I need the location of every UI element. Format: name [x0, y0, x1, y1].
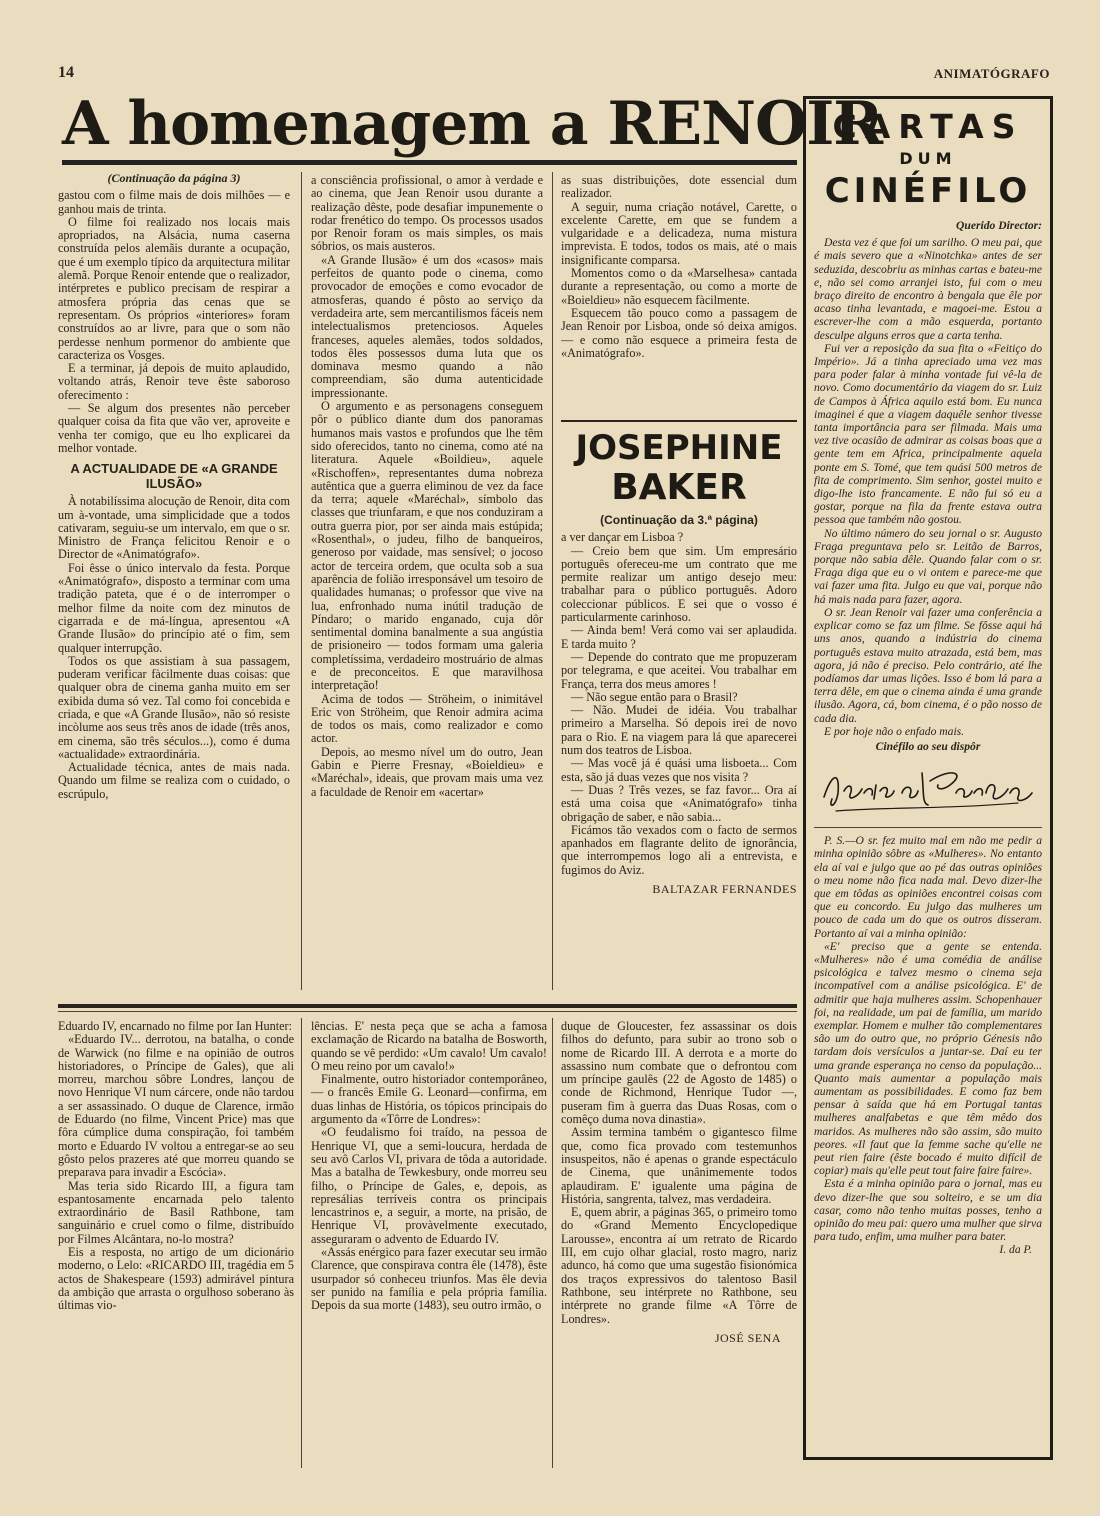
josephine-top-rule	[561, 420, 797, 422]
ricardo-column-3	[561, 1020, 797, 1468]
paragraph: O sr. Jean Renoir vai fazer uma conferência a explicar como se faz um filme. Se fôsse aqui há uns anos, quando a indústria do cinema português estava muito atrazada, está bem, mas agora, já não é preciso. Pelo contrário, até lhe podíamos dar umas lições. Isso é bom lá para a terra dêle, em que o cinema ainda é uma grande ilusão. Agora, cá, bom cinema, é o pão nosso de cada dia.	[814, 605, 1042, 725]
paragraph: O argumento e as personagens conseguem pôr o público diante dum dos panoramas humanos mais vastos e profundos que lhe têm sido oferecidos, tanto no cinema, como até na literatura. Aquele «Boildieu», aquele «Rischoffen», representantes duma nobreza autêntica que a guerra eliminou de vez da face da terra; aquele «Maréchal», símbolo das classes que triunfaram, e que nos conduziram a outra guerra pior, por ser ainda mais estúpida; «Rosenthal», o judeu, filho de banqueiros, generoso por vaidade, mas sensível; o jocoso actor de terceira ordem, que oculta sob a sua aparência de folião irresponsável um tesoiro de qualidades humanas; o professor que vive na lua, enfronhado numa inútil tradução de Píndaro; o marido enganado, cuja dôr sentimental domina banalmente a sua angústia de prisioneiro — todos formam uma galeria completíssima, verdadeiro mostruário de almas e de preconceitos. E que maravilhosa interpretação!	[311, 399, 543, 693]
paragraph: Ficámos tão vexados com o facto de sermos apanhados em flagrante delito de ignorância, que interrompemos logo ali a entrevista, e fugimos do Aviz.	[561, 822, 797, 877]
paragraph: — Depende do contrato que me propuzeram por telegrama, e que aceitei. Vou trabalhar em França, terra dos meus amores !	[561, 649, 797, 691]
cartas-closing: Cinéfilo ao seu dispôr	[875, 739, 981, 753]
paragraph: No último número do seu jornal o sr. Augusto Fraga preguntava pelo sr. Leitão de Barros, porque não sabia dêle. Quando falar com o sr. Fraga diga que eu o vi ontem e parece-me que vai fazer uma fita. Julgo eu que vai, porque não há mais nada para fazer, agora.	[814, 526, 1042, 606]
paragraph: lências. E' nesta peça que se acha a famosa exclamação de Ricardo na batalha de Bosworth, quando se vê perdido: «Um cavalo! Um cavalo! O meu reino por um cavalo!»	[311, 1020, 547, 1073]
cartas-title-line-1: CARTAS	[832, 107, 1024, 146]
josephine-continuation: (Continuação da 3.ª página)	[600, 513, 758, 527]
josephine-signature: BALTAZAR FERNANDES	[652, 882, 797, 897]
paragraph: — Mas você já é quási uma lisboeta... Com esta, são já duas vezes que nos visita ?	[561, 756, 797, 784]
paragraph: Acima de todos — Ströheim, o inimitável Eric von Ströheim, que Renoir admira acima de todos os mais, como realizador e como actor.	[311, 691, 543, 746]
section-rule-thin	[58, 1011, 797, 1012]
magazine-name: ANIMATÓGRAFO	[933, 66, 1050, 81]
paragraph: P. S.—O sr. fez muito mal em não me pedir a minha opinião sôbre as «Mulheres». No entanto ela aí vai e julgo que ao pé das outras opiniões o meu nome não fica nada mal. Devo dizer-lhe que em tôdas as opiniões encontrei coisas com que eu concordo. Eu julgo das mulheres um pouco de cada um do que os outros disseram. Portanto aí vai a minha opinião:	[814, 834, 1042, 940]
paragraph: — Se algum dos presentes não perceber qualquer coisa da fita que vão ver, aproveite e venha ter comigo, que eu lho explicarei da melhor vontade.	[58, 401, 290, 455]
renoir-continuation: (Continuação da página 3)	[107, 172, 241, 185]
section-subhead: A ACTUALIDADE DE «A GRANDE ILUSÃO»	[70, 461, 278, 492]
headline-rule	[62, 160, 797, 165]
paragraph: Fui ver a reposição da sua fita o «Feitiço do Império». Já a tinha apreciado uma vez mas para poder falar à minha vontade fui vê-la de novo. Como documentário da viagem do sr. Luiz de Campos à África aquilo está bom. Eu nunca imaginei é que a viagem daquêle senhor tivesse tanta importância para ser filmada. Mais uma vez tive ocasião de admirar as coisas boas que a gente tem em Africa, principalmente aquela ponte em S. Tomé, que tem quási 500 metros de fita de comprimento. Sim senhor, gostei muito e digo-lhe isto francamente. E não fui só eu a gostar, porque na fila da frente estava outra pessoa que também não gostou.	[814, 341, 1042, 527]
paragraph: E, quem abrir, a páginas 365, o primeiro tomo do «Grand Memento Encyclopedique Larousse», encontra aí um retrato de Ricardo III, em cujo olhar glacial, rosto magro, nariz adunco, há como que uma sugestão fisionómica dos traços expressivos do talentoso Basil Rathbone, seu intérprete no Rathbone, seu intérprete no grande filme «A Tôrre de Londres».	[561, 1205, 797, 1326]
paragraph: «Assás enérgico para fazer executar seu irmão Clarence, que conspirava contra êle (1478), êste usurpador só conheceu triunfos. Mas êle devia ser punido na família e pela própria família. Depois da sua morte (1483), seu outro irmão, o	[311, 1245, 547, 1313]
paragraph: «Eduardo IV... derrotou, na batalha, o conde de Warwick (no filme e na opinião de outros historiadores, o Príncipe de Gales), que ali morreu, marchou sôbre Londres, lançou de novo Henrique VI num cárcere, onde não tardou a ser assassinado. O duque de Clarence, irmão de Eduardo (no filme, Vincent Price) mas que fôra cúmplice duma conspiração, foi também morto e Eduardo IV voltou a entregar-se ao seu gôsto pelos prazeres até que morreu quando se preparava para invadir a Escócia».	[58, 1032, 294, 1180]
paragraph: E por hoje não o enfado mais.	[824, 724, 965, 738]
paragraph: Actualidade técnica, antes de mais nada. Quando um filme se realiza com o cuidado, o escrúpulo,	[58, 760, 290, 801]
paragraph: Eduardo IV, encarnado no filme por Ian Hunter:	[58, 1020, 292, 1033]
headline: A homenagem a RENOIR	[62, 89, 883, 159]
paragraph: À notabilíssima alocução de Renoir, dita com um à-vontade, uma simplicidade que a todos cativaram, seguiu-se um intervalo, em que o sr. Ministro de França felicitou Renoir e o Director de «Animatógrafo».	[58, 494, 290, 562]
paragraph: A seguir, numa criação notável, Carette, o excelente Carette, em que se fundem a vulgaridade e a delicadeza, numa mistura imprevista. E todos, todos os mais, até o mais insignificante comparsa.	[561, 199, 797, 267]
paragraph: — Creio bem que sim. Um empresário português ofereceu-me um contrato que me permite realizar um antigo desejo meu: trabalhar para o público português. Adoro coleccionar públicos. E sei que o vosso é particularmente carinhoso.	[561, 543, 797, 625]
paragraph: as suas distribuições, dote essencial dum realizador.	[561, 174, 797, 201]
paragraph: — Não segue então para o Brasil?	[571, 689, 738, 704]
paragraph: — Ainda bem! Verá como vai ser aplaudida. E tarda muito ?	[561, 623, 797, 651]
handwritten-signature	[818, 763, 1038, 821]
column-divider	[552, 1018, 553, 1468]
column-divider	[301, 172, 302, 990]
paragraph: Foi êsse o único intervalo da festa. Porque «Animatógrafo», disposto a terminar com uma tradição pateta, que é o de interromper o melhor filme da noite com dez minutos de cigarrada e de má-língua, apresentou «A Grande Ilusão» do princípio até o fim, sem qualquer interrupção.	[58, 560, 290, 655]
cartas-content	[814, 105, 1042, 1451]
cartas-box	[803, 96, 1053, 1460]
cartas-title-line-3: CINÉFILO	[824, 171, 1032, 211]
paragraph: a consciência profissional, o amor à verdade e ao cinema, que Jean Renoir usou durante a realização dêste, pode desafiar impunemente o rodar frenético do tempo. Os processos usados por Renoir foram os mais simples, os mais sóbrios, os mais austeros.	[311, 174, 543, 254]
paragraph: duque de Gloucester, fez assassinar os dois filhos do defunto, para subir ao trono sob o nome de Ricardo III. A derrota e a morte do assassino num combate que o defrontou com um príncipe gaulês (22 de Agosto de 1485) o conde de Richmond, Henrique Tudor —, puseram fim à guerra das Duas Rosas, com o comêço duma nova dinastia».	[561, 1020, 797, 1127]
ricardo-signature: JOSÉ SENA	[714, 1330, 781, 1345]
paragraph: «O feudalismo foi traído, na pessoa de Henrique VI, que a semi-loucura, herdada de seu avô Carlos VI, privara de tôda a autoridade. Mas a batalha de Tewkesbury, onde morreu seu filho, o Príncipe de Gales, e, depois, as represálias terríveis contra os principais lencastrinos e, a seguir, a morte, na prisão, de Henrique VI, provàvelmente executado, asseguraram o advento de Eduardo IV.	[311, 1125, 547, 1246]
column-divider	[552, 172, 553, 990]
paragraph: Mas teria sido Ricardo III, a figura tam espantosamente encarnada pelo talento extraordinário de Basil Rathbone, tam sanguinário e cruel como o filme, distribuído por Filmes Alcântara, no-lo mostra?	[58, 1178, 294, 1246]
paragraph: Assim termina também o gigantesco filme que, como fica provado com testemunhos insuspeitos, não é apenas o grande espectáculo de Cinema, que unânimemente todos aplaudiram. E' igualente uma página de História, sangrenta, talvez, mas verdadeira.	[561, 1125, 797, 1206]
paragraph: Depois, ao mesmo nível um do outro, Jean Gabin e Pierre Fresnay, «Boieldieu» e «Maréchal», ideais, que provam mais uma vez a faculdade de Renoir em «acertar»	[311, 744, 543, 799]
paragraph: Momentos como o da «Marselhesa» cantada durante a representação, ou como a morte de «Boieldieu» não esquecem fàcilmente.	[561, 266, 797, 307]
ricardo-column-1	[58, 1020, 294, 1468]
josephine-title-line-1: JOSEPHINE	[575, 428, 783, 468]
paragraph: a ver dançar em Lisboa ?	[561, 530, 684, 545]
paragraph: — Não. Mudei de idéia. Vou trabalhar primeiro a Marselha. Só depois irei de novo para o Rio. E na viagem para lá que aparecerei num dos teatros de Lisboa.	[561, 703, 797, 758]
column-divider	[301, 1018, 302, 1468]
ricardo-column-2	[311, 1020, 547, 1468]
section-rule	[58, 1004, 797, 1008]
paragraph: — Duas ? Três vezes, se faz favor... Ora aí está uma coisa que «Animatógrafo» tinha obrigação de saber, e não sabia...	[561, 782, 797, 824]
cartas-divider	[814, 827, 1042, 828]
renoir-column-1	[58, 172, 290, 990]
paragraph: E a terminar, já depois de muito aplaudido, voltando atrás, Renoir teve êste saboroso oferecimento :	[58, 361, 290, 402]
paragraph: Esquecem tão pouco como a passagem de Jean Renoir por Lisboa, onde só deixa amigos. — e como não esquece a primeira festa de «Animatógrafo».	[561, 305, 797, 360]
josephine-article	[561, 428, 797, 996]
paragraph: Esta é a minha opinião para o jornal, mas eu devo dizer-lhe que sou solteiro, e se um dia casar, como não tenho muitas posses, tenho a opinião do meu pai: quero uma mulher que sirva para tudo, enfim, uma mulher para bater.	[814, 1177, 1042, 1244]
paragraph: O filme foi realizado nos locais mais apropriados, na Alsácia, numa caserna construída pelos alemãis durante a ocupação, que é um exemplo típico da arquitectura militar alemã. Porque Renoir entende que o realizador, intérpretes e publico precisam de respirar a atmosfera própria das cenas que se representam. Os próprios «interiores» foram construídos ao ar livre, para que o som não perdesse nenhum pormenor do ambiente que caracteriza os Vosges.	[58, 214, 290, 362]
paragraph: «E' preciso que a gente se entenda. «Mulheres» não é uma comédia de análise psicológica e talvez mesmo o cinema seja incompatível com a análise psicológica. E' de admitir que haja mulheres assim. Schopenhauer foi, na realidade, um pai de família, um marido exemplar. Homem e mulher tão complementares são um do outro que, no próprio Génesis não tardam dois versículos a juntar-se. Daí eu ter uma grande esperança no censo da população... Quanto mais aumentar a população mais aumentam as possibilidades. E como faz bem pensar à saída que há em Portugal tantas mulheres analfabetas e que têm mêdo dos maridos. As mulheres não são assim, são muito peores. «Il faut que la femme sache qu'elle ne peut rien faire (êste bocado é muito difícil de copiar) mais qu'elle peut tout faire faire faire».	[814, 939, 1042, 1178]
cartas-salutation: Querido Director:	[956, 219, 1042, 232]
josephine-title-line-2: BAKER	[611, 467, 747, 508]
paragraph: «A Grande Ilusão» é um dos «casos» mais perfeitos de quanto pode o cinema, como provocador de emoções e como evocador de atmosferas, quando é pôsto ao serviço da verdadeira arte, sem mercantilismos fáceis nem intelectualismos pretenciosos. Aqueles franceses, aqueles alemães, todos soldados, todos êles possessos duma luta que os dominava mesmo quando a não compreendiam, são duma autenticidade impressionante.	[311, 252, 543, 400]
paragraph: gastou com o filme mais de dois milhões — e ganhou mais de trinta.	[58, 188, 290, 216]
paragraph: Desta vez é que foi um sarilho. O meu pai, que é mais severo que a «Ninotchka» antes de ser seduzida, descobriu as minhas cartas e bateu-me e, não sei como arranjei isto, fui com o meu braço direito de encontro à bengala que êle por acaso tinha levantada, e magoei-me. Estou a escrever-lhe com a mão esquerda, portanto desculpe alguns erros que a carta tenha.	[814, 236, 1042, 342]
renoir-column-2	[311, 174, 543, 990]
cartas-title-line-2: DUM	[899, 149, 957, 168]
page-number: 14	[58, 64, 74, 81]
paragraph: Finalmente, outro historiador contemporâneo, — o francês Emile G. Leonard—confirma, em duas linhas de História, os tópicos principais do argumento da «Tôrre de Londres»:	[311, 1072, 547, 1127]
paragraph: Todos os que assistiam à sua passagem, puderam verificar fàcilmente duas coisas: que qualquer obra de cinema ganha muito em ser exibida duma só vez. Tal como foi concebida e criada, e que «A Grande Ilusão», não só resiste incòlume aos seus três anos de idade (três anos, em cinema, são três séculos...), como é duma «actualidade» extraordinária.	[58, 653, 290, 761]
cartas-initials: I. da P.	[999, 1243, 1032, 1257]
paragraph: Eis a resposta, no artigo de um dicionário moderno, o Lelo: «RICARDO III, tragédia em 5 actos de Shakespeare (1593) admirável pintura da ambição que arrasta o orgulhoso soberano às últimas vio-	[58, 1245, 294, 1313]
renoir-column-3	[561, 174, 797, 414]
